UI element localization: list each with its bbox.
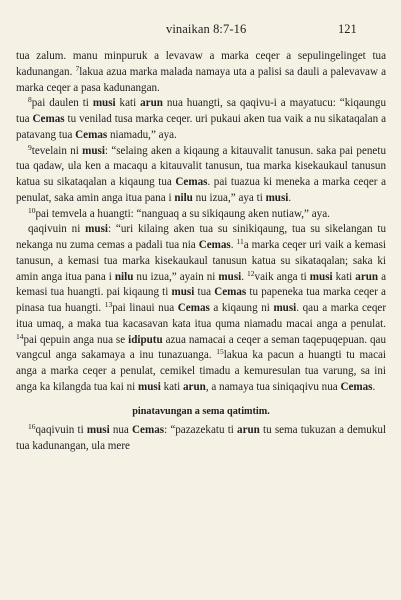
- bold-name: musi: [92, 97, 116, 110]
- text-run: . qau a marka ceqer itua umaq, a maka tua kacasavan kata itua quma niamadu macai anga a penulat.: [16, 302, 387, 330]
- bold-name: Cemas: [340, 380, 373, 393]
- text-run: a kemasi tua huangti. pai kiqaung ti: [16, 270, 387, 299]
- bold-name: arun: [183, 380, 206, 393]
- verse-paragraph: [16, 207, 386, 223]
- text-run: nua: [109, 424, 133, 437]
- page-number: 121: [338, 22, 357, 36]
- verse-number: 9: [28, 142, 32, 152]
- verse-paragraph: [16, 49, 386, 96]
- text-run: , a namaya tua siniqaqivu nua: [205, 380, 341, 393]
- text-run: tu sema tukuzan a demukul tua kadunangan, ula mere: [16, 424, 386, 452]
- text-run: pai temvela a huangti: “nanguaq a su sikiqaung aken nutiaw,” aya.: [35, 207, 330, 220]
- text-run: nu izua,” aya ti: [192, 191, 266, 204]
- running-head: [0, 22, 401, 40]
- verse-number: 8: [28, 95, 32, 105]
- bold-name: musi: [85, 223, 108, 236]
- verse-number: 15: [216, 347, 224, 357]
- verse-number: 16: [28, 422, 36, 432]
- bold-name: nilu: [114, 270, 134, 283]
- bold-name: musi: [309, 270, 333, 283]
- bold-name: nilu: [174, 191, 193, 204]
- verse-number: 13: [104, 300, 113, 309]
- verse-paragraph: [16, 96, 386, 143]
- bold-name: musi: [86, 424, 110, 437]
- section-heading: pinatavungan a sema qatimtim.: [132, 405, 270, 417]
- bold-name: idiputu: [128, 333, 163, 346]
- bold-name: musi: [138, 380, 161, 393]
- text-run: kati: [160, 380, 183, 393]
- bold-name: musi: [218, 270, 242, 283]
- bold-name: musi: [265, 191, 289, 204]
- text-run: pai qepuin anga nua se: [23, 333, 129, 346]
- scripture-text: [16, 49, 386, 455]
- bold-name: Cemas: [214, 286, 247, 299]
- bold-name: musi: [171, 286, 195, 299]
- bold-name: Cemas: [198, 239, 231, 251]
- verse-paragraph: [16, 144, 386, 207]
- bold-name: Cemas: [175, 176, 208, 188]
- bold-name: Cemas: [75, 128, 108, 141]
- text-run: azua namacai a ceqer a seman taqepuqepuan. qau vangcul anga sakamaya a inu tunazuanga.: [16, 333, 386, 362]
- text-run: qaqivuin ni: [28, 223, 86, 236]
- verse-paragraph: [16, 423, 386, 455]
- text-run: lakua ka pacun a huangti tu macai anga a marka ceqer a penulat, cemikel timadu a kemuresulan tua varung, sa ini anga ka kilangda tua kai ni: [16, 349, 387, 393]
- chapter-reference: vinaikan 8:7-16: [166, 22, 247, 36]
- text-run: .: [288, 191, 292, 204]
- text-run: .: [241, 270, 248, 283]
- text-run: kati: [115, 97, 141, 110]
- text-run: kati: [332, 270, 356, 283]
- bold-name: Cemas: [32, 113, 65, 125]
- text-run: : “pazazekatu ti: [164, 424, 238, 437]
- bold-name: musi: [82, 144, 105, 157]
- text-run: nu izua,” ayain ni: [133, 270, 219, 283]
- text-run: qaqivuin ti: [35, 424, 87, 437]
- verse-number: 11: [236, 237, 244, 246]
- bold-name: arun: [355, 270, 379, 283]
- text-run: tua zalum. manu minpuruk a levavaw a marka ceqer a sepulingelinget tua kadunangan.: [16, 50, 386, 78]
- text-run: nua huangti, sa qaqivu-i a mayatucu: “kiqaungu tua: [16, 97, 386, 125]
- text-run: lakua azua marka malada namaya uta a palisi sa dauli a palevavaw a marka ceqer a pasa kadunangan.: [16, 65, 386, 94]
- text-run: pai daulen ti: [31, 97, 93, 110]
- verse-number: 12: [247, 268, 255, 278]
- text-run: tevelain ni: [31, 144, 83, 157]
- text-run: niamadu,” aya.: [107, 128, 177, 141]
- text-run: : “selaing aken a kiqaung a kitauvalit tanusun. saka pai penetu tua qadaw, ula ken a macaqu a kitauvalit tanusun, tua marka kisekaukaul tanusun katua su sikataqalan a kiqaung tua: [16, 144, 386, 188]
- verse-number: 10: [28, 205, 36, 215]
- text-run: a marka ceqer uri vaik a kemasi tanusun, a kemasi tua marka kisekaukaul tanusun katua su sikataqalan; saka ki amin anga itua pana i: [16, 239, 386, 283]
- verse-number: 14: [16, 331, 24, 341]
- text-run: tua: [194, 286, 215, 299]
- bold-name: arun: [237, 424, 260, 437]
- bold-name: Cemas: [132, 424, 165, 437]
- text-run: tu venilad tusa marka ceqer. uri pukaui aken tua vaik a nu sikataqalan a patavang tua: [16, 113, 386, 141]
- bold-name: musi: [273, 302, 297, 314]
- text-run: : “uri kilaing aken tua su sinikiqaung, tua su sikelangan tu nekanga nu zuma cemas a padali tua nia: [16, 223, 387, 251]
- verse-paragraph: [16, 222, 386, 395]
- text-run: pai linaui nua: [112, 302, 178, 314]
- verse-number: 7: [75, 63, 80, 73]
- text-run: .: [372, 380, 376, 393]
- text-run: vaik anga ti: [254, 270, 310, 283]
- text-run: .: [230, 239, 237, 251]
- bold-name: arun: [140, 97, 163, 110]
- text-run: a kiqaung ni: [209, 302, 274, 314]
- text-run: . pai tuazua ki meneka a marka ceqer a penulat, saka amin anga itua pana i: [16, 176, 386, 204]
- text-run: tu papeneka tua marka ceqer a pinasa tua huangti.: [16, 286, 386, 314]
- bold-name: Cemas: [177, 302, 210, 314]
